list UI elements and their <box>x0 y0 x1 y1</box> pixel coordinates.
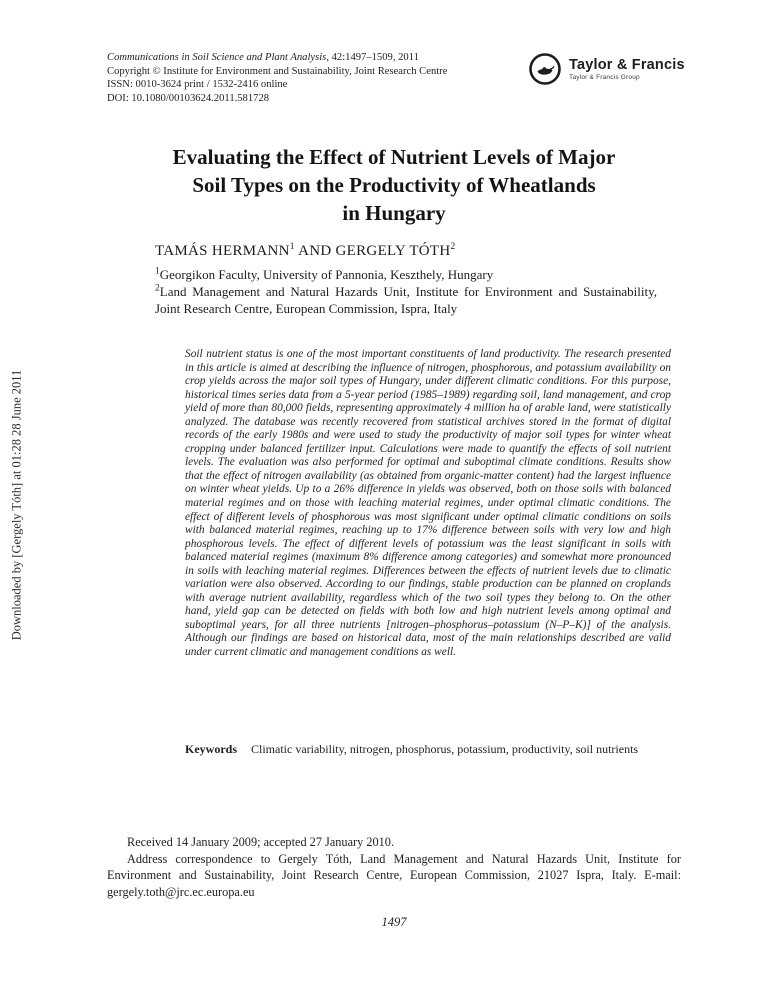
affiliation-2-text: Land Management and Natural Hazards Unit, Institute for Environment and Sustainability, Joint Research Centre, European Commission, Ispra, Italy <box>155 284 657 317</box>
journal-issue-info: , 42:1497–1509, 2011 <box>326 52 419 63</box>
title-line-3: in Hungary <box>342 201 446 225</box>
author-2-affiliation-mark: 2 <box>450 242 456 252</box>
affiliations <box>155 266 657 318</box>
title-line-1: Evaluating the Effect of Nutrient Levels of Major <box>172 145 616 169</box>
keywords-label: Keywords <box>185 742 237 756</box>
journal-name: Communications in Soil Science and Plant Analysis <box>107 52 327 63</box>
journal-header <box>107 51 527 105</box>
abstract-text: Soil nutrient status is one of the most important constituents of land productivity. The research presented in this article is aimed at describing the influence of nitrogen, phosphorous, and potassium availability on crop yields across the major soil types of Hungary, under different climatic conditions. For this purpose, historical times series data from a 5-year period (1985–1989) regarding soil, land management, and crop yield of more than 80,000 fields, representing approximately 4 million ha of arable land, were statistically analyzed. The database was recently recovered from statistical archives stored in the format of digital records of the early 1980s and were used to study the productivity of major soil types for winter wheat cropping under balanced fertilizer input. Calculations were made to quantify the effects of soil nutrient levels. The evaluation was also performed for optimal and suboptimal climate conditions. Results show that the effect of nitrogen availability (as obtained from organic-matter content) had the largest influence on winter wheat yields. Up to a 26% difference in yields was observed, both on those soils with balanced material regimes and on those with leaching material regimes, under optimal climatic conditions. The effect of different levels of phosphorous was most significant under optimal climatic conditions on soils with balanced material regimes, reaching up to 17% difference between soils with very low and high phosphorous levels. The effect of different levels of potassium was the least significant in soils with balanced material regimes (maximum 8% difference among categories) and somewhat more pronounced in soils with leaching material regimes. Differences between the effects of nutrient levels due to climatic variation were also observed. According to our findings, stable production can be planned on croplands with average nutrient availability, regardless which of the two soil types they belong to. On the other hand, yield gap can be detected on fields with both low and high nutrient levels among optimal and suboptimal years, for all three nutrients [nitrogen–phosphorus–potassium (N–P–K)] of the analysis. Although our findings are based on historical data, most of the main relationships described are valid under current climatic and management conditions as well. <box>185 348 671 659</box>
author-line <box>155 243 675 260</box>
title-line-2: Soil Types on the Productivity of Wheatlands <box>192 173 596 197</box>
affiliation-2-mark: 2 <box>155 283 160 294</box>
correspondence-note: Address correspondence to Gergely Tóth, Land Management and Natural Hazards Unit, Institute for Environment and Sustainability, Joint Research Centre, European Commission, 21027 Ispra, Italy. E-mail: gergely.toth@jrc.ec.europa.eu <box>107 851 681 899</box>
author-1-affiliation-mark: 1 <box>289 242 295 252</box>
author-2: GERGELY TÓTH <box>335 243 451 259</box>
journal-citation-line <box>107 51 527 65</box>
keywords-text: Climatic variability, nitrogen, phosphorus, potassium, productivity, soil nutrients <box>251 742 639 756</box>
footer-notes <box>107 834 681 900</box>
doi-line: DOI: 10.1080/00103624.2011.581728 <box>107 92 270 104</box>
article-title <box>94 143 694 227</box>
author-connector: AND <box>294 243 336 259</box>
publisher-logo <box>528 52 685 86</box>
publisher-group: Taylor & Francis Group <box>569 74 640 81</box>
publisher-wordmark <box>569 57 685 81</box>
affiliation-1 <box>155 266 657 283</box>
affiliation-2 <box>155 283 657 317</box>
keywords-block <box>185 742 671 758</box>
issn-line: ISSN: 0010-3624 print / 1532-2416 online <box>107 79 288 91</box>
affiliation-1-mark: 1 <box>155 266 160 277</box>
downloaded-by-watermark: Downloaded by [Gergely Tóth] at 01:28 28 June 2011 <box>9 369 24 641</box>
copyright-line: Copyright © Institute for Environment and Sustainability, Joint Research Centre <box>107 65 448 77</box>
page-number: 1497 <box>381 915 407 929</box>
author-1: TAMÁS HERMANN <box>155 243 290 259</box>
affiliation-1-text: Georgikon Faculty, University of Pannonia, Keszthely, Hungary <box>159 267 494 282</box>
received-accepted-line: Received 14 January 2009; accepted 27 January 2010. <box>127 835 395 849</box>
taylor-francis-roundel-icon <box>528 52 562 86</box>
publisher-name: Taylor & Francis <box>569 57 685 73</box>
